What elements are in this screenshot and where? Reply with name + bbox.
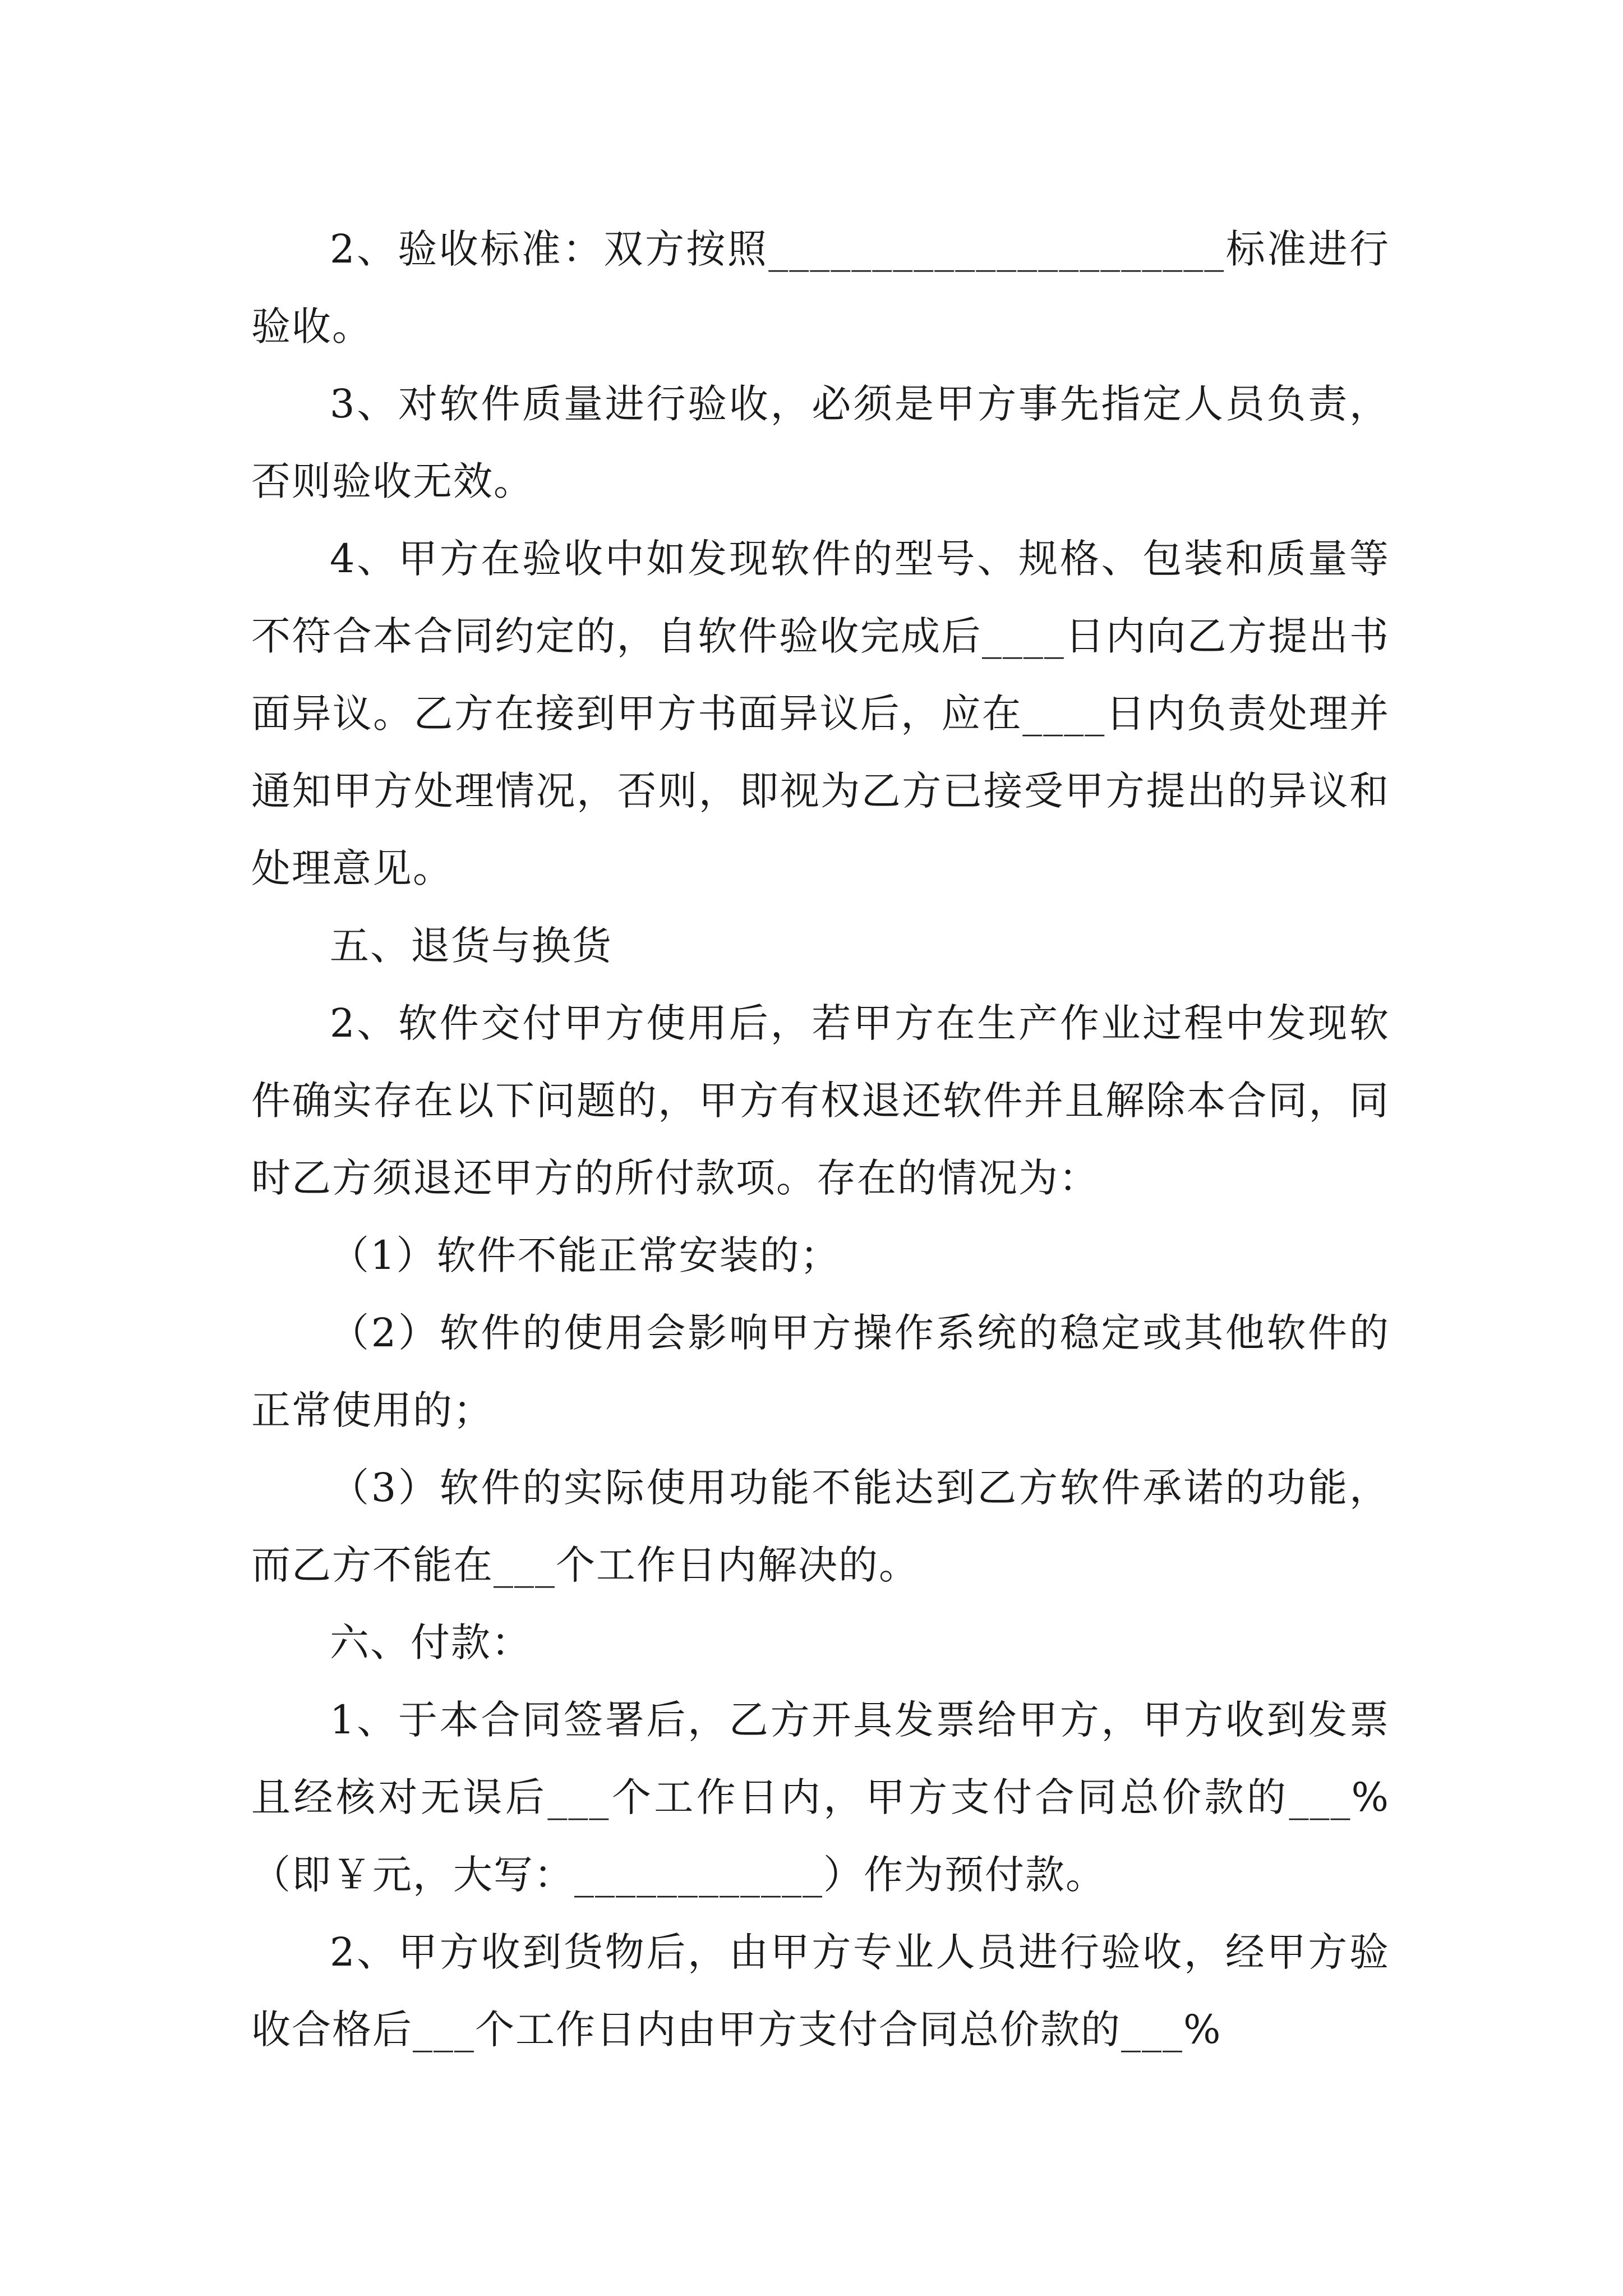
list-item-condition-1: （1）软件不能正常安装的； (330, 1232, 841, 1278)
paragraph-payment-2: 2、甲方收到货物后，由甲方专业人员进行验收，经甲方验收合格后___个工作日内由甲方支付合同总价款的___% (251, 1929, 1390, 2053)
section-heading-returns: 五、退货与换货 (330, 923, 612, 969)
paragraph-payment-1: 1、于本合同签署后，乙方开具发票给甲方，甲方收到发票且经核对无误后___个工作日内，甲方支付合同总价款的___%（即￥元，大写：____________）作为预付款。 (251, 1697, 1390, 1898)
paragraph-acceptance-standard: 2、验收标准：双方按照______________________标准进行验收。 (251, 226, 1390, 349)
paragraph-objection: 4、甲方在验收中如发现软件的型号、规格、包装和质量等不符合本合同约定的，自软件验收完成后____日内向乙方提出书面异议。乙方在接到甲方书面异议后，应在____日内负责处理并通知甲方处理情况，否则，即视为乙方已接受甲方提出的异议和处理意见。 (251, 536, 1390, 891)
list-item-condition-2: （2）软件的使用会影响甲方操作系统的稳定或其他软件的正常使用的； (251, 1310, 1390, 1433)
paragraph-quality-inspector: 3、对软件质量进行验收，必须是甲方事先指定人员负责，否则验收无效。 (251, 381, 1390, 504)
section-heading-payment: 六、付款： (330, 1619, 532, 1665)
paragraph-return-conditions: 2、软件交付甲方使用后，若甲方在生产作业过程中发现软件确实存在以下问题的，甲方有权退还软件并且解除本合同，同时乙方须退还甲方的所付款项。存在的情况为： (251, 1000, 1390, 1201)
list-item-condition-3: （3）软件的实际使用功能不能达到乙方软件承诺的功能，而乙方不能在___个工作日内解决的。 (251, 1465, 1390, 1588)
document-body (251, 210, 1390, 2068)
